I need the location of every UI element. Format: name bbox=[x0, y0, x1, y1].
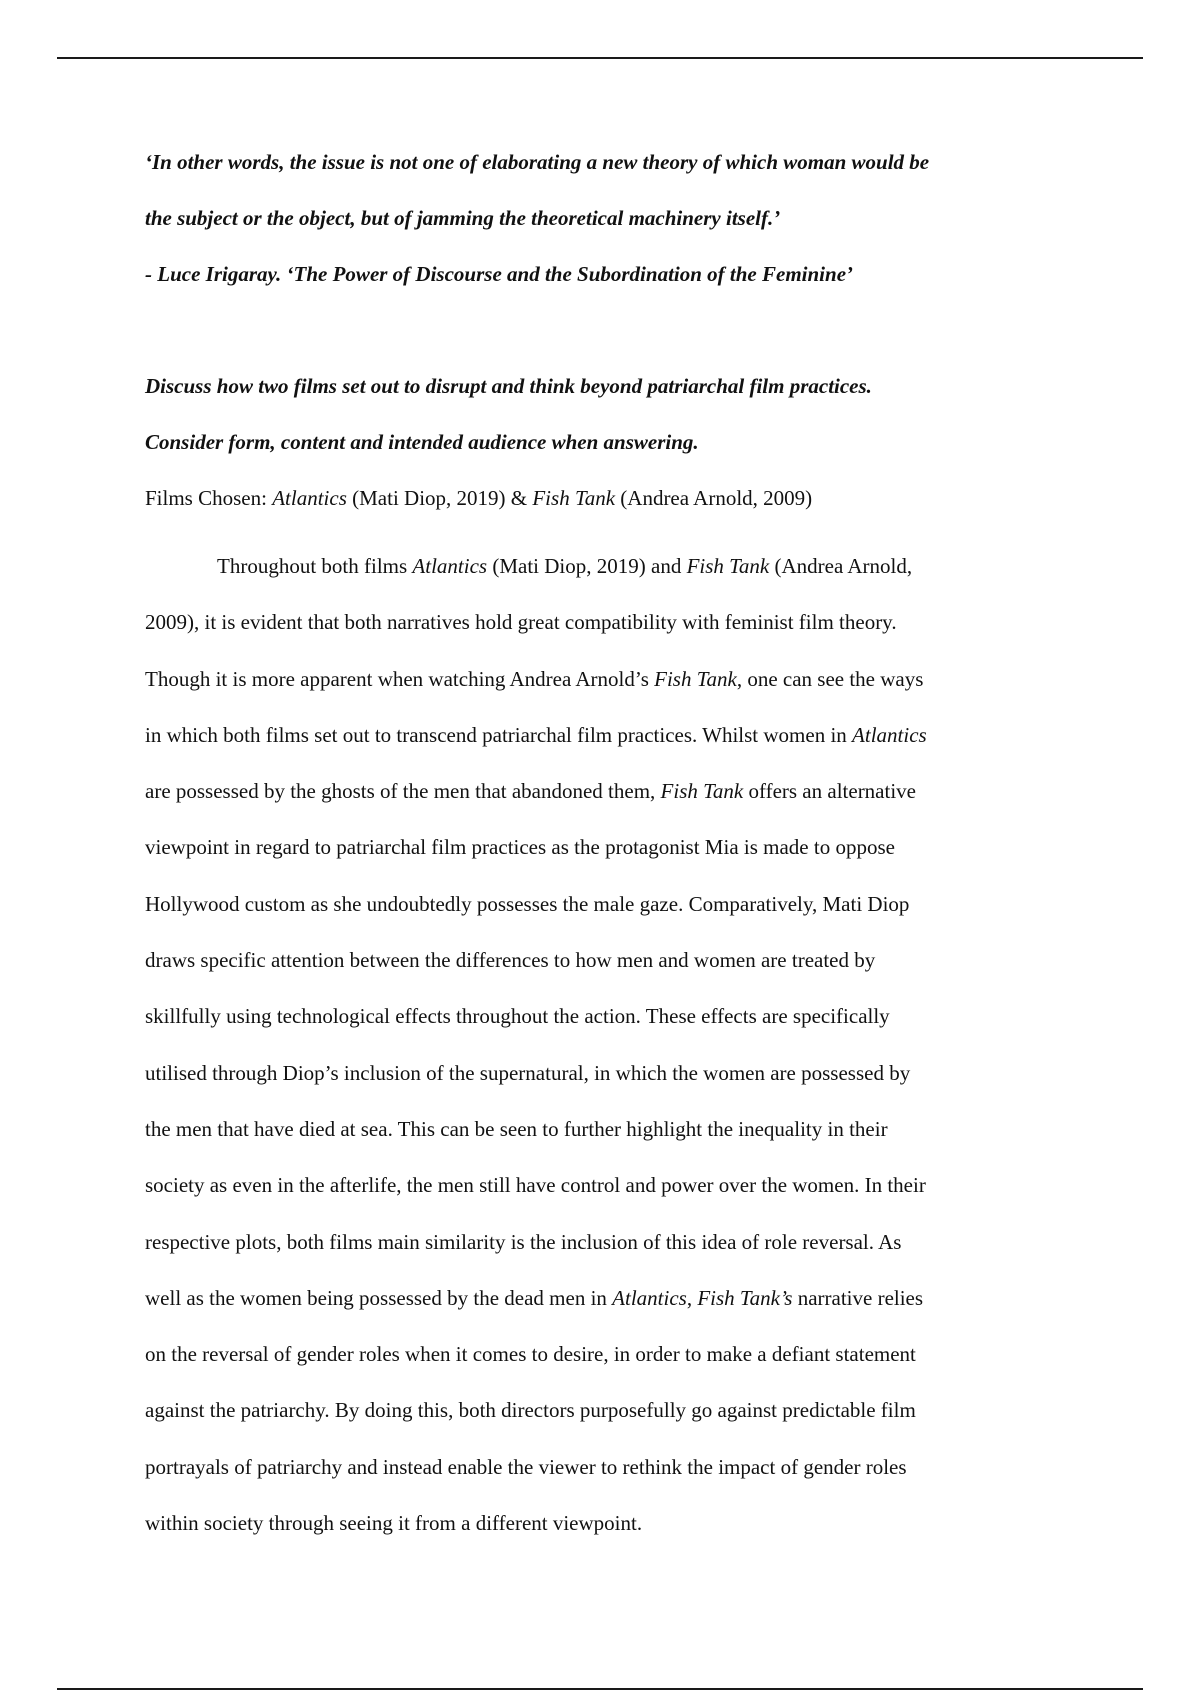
films-label: Films Chosen: bbox=[145, 486, 273, 510]
body-line: within society through seeing it from a different viewpoint. bbox=[145, 1511, 643, 1536]
films-chosen bbox=[145, 470, 1065, 526]
page-content bbox=[145, 134, 1065, 1551]
epigraph-attribution: - Luce Irigaray. ‘The Power of Discourse and the Subordination of the Feminine’ bbox=[145, 262, 854, 286]
body-line bbox=[145, 667, 923, 691]
film-2-title: Fish Tank bbox=[532, 486, 616, 510]
text-run: (Andrea Arnold, bbox=[769, 554, 913, 578]
text-run: , bbox=[686, 1285, 698, 1310]
film-title: Fish Tank bbox=[686, 554, 770, 578]
body-line: 2009), it is evident that both narratives hold great compatibility with feminist film theory. bbox=[145, 610, 897, 635]
essay-paragraph bbox=[145, 538, 1065, 1551]
text-run: Throughout both films bbox=[217, 554, 413, 578]
film-title: Atlantics bbox=[412, 554, 488, 578]
film-title: Fish Tank’s bbox=[697, 1285, 793, 1310]
body-line: society as even in the afterlife, the men still have control and power over the women. In their bbox=[145, 1173, 926, 1198]
text-run: , one can see the ways bbox=[736, 666, 924, 691]
film-2-info: (Andrea Arnold, 2009) bbox=[615, 486, 813, 510]
essay-question-line-2: Consider form, content and intended audience when answering. bbox=[145, 430, 699, 454]
body-line: utilised through Diop’s inclusion of the supernatural, in which the women are possessed by bbox=[145, 1060, 911, 1085]
header-rule bbox=[57, 57, 1143, 59]
footer-rule bbox=[57, 1688, 1143, 1690]
body-line bbox=[145, 723, 927, 747]
film-1-info: (Mati Diop, 2019) & bbox=[346, 486, 533, 510]
body-line: respective plots, both films main similarity is the inclusion of this idea of role reversal. As bbox=[145, 1229, 902, 1254]
body-line: Hollywood custom as she undoubtedly possesses the male gaze. Comparatively, Mati Diop bbox=[145, 891, 910, 916]
text-run: narrative relies bbox=[792, 1285, 924, 1310]
text-run: Though it is more apparent when watching Andrea Arnold’s bbox=[145, 666, 655, 691]
film-title: Atlantics bbox=[612, 1285, 687, 1310]
film-1-title: Atlantics bbox=[272, 486, 347, 510]
body-line: skillfully using technological effects throughout the action. These effects are specifically bbox=[145, 1004, 890, 1029]
text-run: in which both films set out to transcend patriarchal film practices. Whilst women in bbox=[145, 722, 853, 747]
body-line: the men that have died at sea. This can be seen to further highlight the inequality in their bbox=[145, 1116, 888, 1141]
film-title: Fish Tank bbox=[654, 666, 737, 691]
text-run: offers an alternative bbox=[743, 779, 916, 804]
film-title: Fish Tank bbox=[660, 779, 744, 804]
body-line: against the patriarchy. By doing this, both directors purposefully go against predictable film bbox=[145, 1398, 916, 1423]
essay-question-line-1: Discuss how two films set out to disrupt and think beyond patriarchal film practices. bbox=[145, 374, 872, 398]
spacer bbox=[145, 302, 1065, 358]
text-run: are possessed by the ghosts of the men that abandoned them, bbox=[145, 779, 661, 804]
film-title: Atlantics bbox=[852, 722, 927, 747]
body-line: on the reversal of gender roles when it comes to desire, in order to make a defiant statement bbox=[145, 1342, 916, 1367]
body-line: draws specific attention between the differences to how men and women are treated by bbox=[145, 948, 876, 973]
body-line bbox=[145, 1286, 923, 1310]
text-run: well as the women being possessed by the dead men in bbox=[145, 1285, 613, 1310]
body-line bbox=[145, 779, 916, 803]
body-line: viewpoint in regard to patriarchal film practices as the protagonist Mia is made to oppose bbox=[145, 835, 895, 860]
text-run: (Mati Diop, 2019) and bbox=[487, 554, 687, 578]
body-line: portrayals of patriarchy and instead enable the viewer to rethink the impact of gender roles bbox=[145, 1454, 907, 1479]
epigraph-line-2: the subject or the object, but of jamming the theoretical machinery itself.’ bbox=[145, 206, 781, 230]
epigraph-line-1: ‘In other words, the issue is not one of elaborating a new theory of which woman would be bbox=[145, 150, 930, 174]
body-line bbox=[217, 554, 912, 578]
